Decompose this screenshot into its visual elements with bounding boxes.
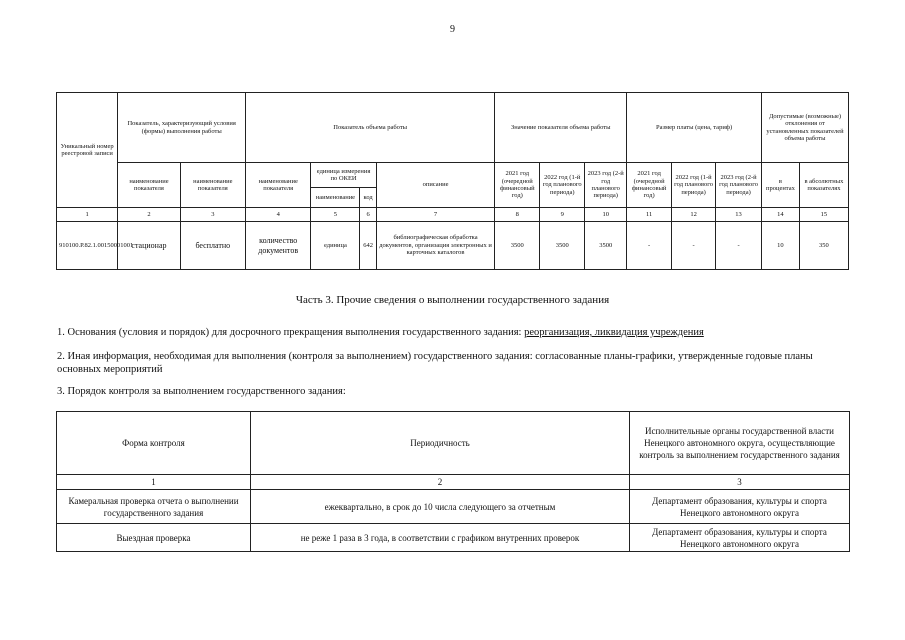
- col-number: 6: [360, 208, 376, 222]
- col-number: 8: [495, 208, 540, 222]
- header-okei-code: код: [360, 188, 376, 208]
- control-form: Выездная проверка: [57, 524, 251, 552]
- col-number: 3: [630, 475, 850, 490]
- header-okei-name: наименование: [311, 188, 360, 208]
- header-fee-2023: 2023 год (2-й год планового периода): [716, 163, 762, 208]
- header-periodicity: Периодичность: [251, 412, 630, 475]
- indicator-name: количество документов: [246, 222, 311, 270]
- header-control-form: Форма контроля: [57, 412, 251, 475]
- header-unique-record: Уникальный номер реестровой записи: [57, 93, 118, 208]
- control-table: [56, 411, 850, 552]
- header-volume-value: Значение показателя объема работы: [495, 93, 627, 163]
- executive-body: Департамент образования, культуры и спорта Ненецкого автономного округа: [630, 524, 850, 552]
- header-executive-bodies: Исполнительные органы государственной власти Ненецкого автономного округа, осуществляющие контроль за выполнением государственного задания: [630, 412, 850, 475]
- deviation-percent: 10: [762, 222, 800, 270]
- col-number: 12: [672, 208, 716, 222]
- header-deviation: Допустимые (возможные) отклонения от установленных показателей объема работы: [762, 93, 849, 163]
- table-row: [57, 524, 850, 552]
- paragraph-3: 3. Порядок контроля за выполнением государственного задания:: [57, 386, 346, 397]
- page-number: 9: [450, 24, 455, 35]
- description-value: библиографическая обработка документов, организация электронных и карточных каталогов: [376, 222, 495, 270]
- col-number: 11: [627, 208, 672, 222]
- header-description: описание: [376, 163, 495, 208]
- part3-title: Часть 3. Прочие сведения о выполнении государственного задания: [295, 294, 610, 306]
- value-2023: 3500: [585, 222, 627, 270]
- unit-name: единица: [311, 222, 360, 270]
- header-year-2021: 2021 год (очередной финансовый год): [495, 163, 540, 208]
- header-name-indicator: наименование показателя: [246, 163, 311, 208]
- header-conditions-indicator: Показатель, характеризующий условия (формы) выполнения работы: [118, 93, 246, 163]
- header-fee: Размер платы (цена, тариф): [627, 93, 762, 163]
- work-volume-table: [56, 92, 849, 270]
- col-number: 2: [118, 208, 180, 222]
- paragraph-1-underlined: реорганизация, ликвидация учреждения: [524, 327, 704, 338]
- col-number: 10: [585, 208, 627, 222]
- col-number: 5: [311, 208, 360, 222]
- header-absolute: в абсолютных показателях: [799, 163, 848, 208]
- fee-2021: -: [627, 222, 672, 270]
- header-percent: в процентах: [762, 163, 800, 208]
- header-name-indicator: наименование показателя: [118, 163, 180, 208]
- column-number-row: [57, 208, 849, 222]
- col-number: 15: [799, 208, 848, 222]
- header-fee-2021: 2021 год (очередной финансовый год): [627, 163, 672, 208]
- control-form: Камеральная проверка отчета о выполнении государственного задания: [57, 490, 251, 524]
- header-name-indicator: наименование показателя: [180, 163, 245, 208]
- record-number: 910100.Р.82.1.00150001001: [57, 222, 118, 270]
- header-year-2022: 2022 год (1-й год планового периода): [540, 163, 585, 208]
- header-okei-unit: единица измерения по ОКЕИ: [311, 163, 376, 188]
- header-year-2023: 2023 год (2-й год планового периода): [585, 163, 627, 208]
- header-volume-indicator: Показатель объема работы: [246, 93, 495, 163]
- value-2021: 3500: [495, 222, 540, 270]
- periodicity: не реже 1 раза в 3 года, в соответствии с графиком внутренних проверок: [251, 524, 630, 552]
- table-row: [57, 222, 849, 270]
- condition-value: стационар: [118, 222, 180, 270]
- col-number: 14: [762, 208, 800, 222]
- col-number: 1: [57, 208, 118, 222]
- col-number: 1: [57, 475, 251, 490]
- executive-body: Департамент образования, культуры и спорта Ненецкого автономного округа: [630, 490, 850, 524]
- value-2022: 3500: [540, 222, 585, 270]
- fee-2023: -: [716, 222, 762, 270]
- paragraph-2: 2. Иная информация, необходимая для выполнения (контроля за выполнением) государственного задания: согласованные планы-графики, утвержденные годовые планы основных мероприятий: [57, 351, 813, 375]
- paragraph-1: [57, 326, 857, 339]
- paragraph-1-text: 1. Основания (условия и порядок) для досрочного прекращения выполнения государственного задания:: [57, 327, 525, 338]
- table-row: [57, 490, 850, 524]
- condition-value: бесплатно: [180, 222, 245, 270]
- col-number: 3: [180, 208, 245, 222]
- col-number: 7: [376, 208, 495, 222]
- periodicity: ежеквартально, в срок до 10 числа следующего за отчетным: [251, 490, 630, 524]
- col-number: 2: [251, 475, 630, 490]
- fee-2022: -: [672, 222, 716, 270]
- col-number: 13: [716, 208, 762, 222]
- unit-code: 642: [360, 222, 376, 270]
- deviation-absolute: 350: [799, 222, 848, 270]
- header-fee-2022: 2022 год (1-й год планового периода): [672, 163, 716, 208]
- col-number: 4: [246, 208, 311, 222]
- col-number: 9: [540, 208, 585, 222]
